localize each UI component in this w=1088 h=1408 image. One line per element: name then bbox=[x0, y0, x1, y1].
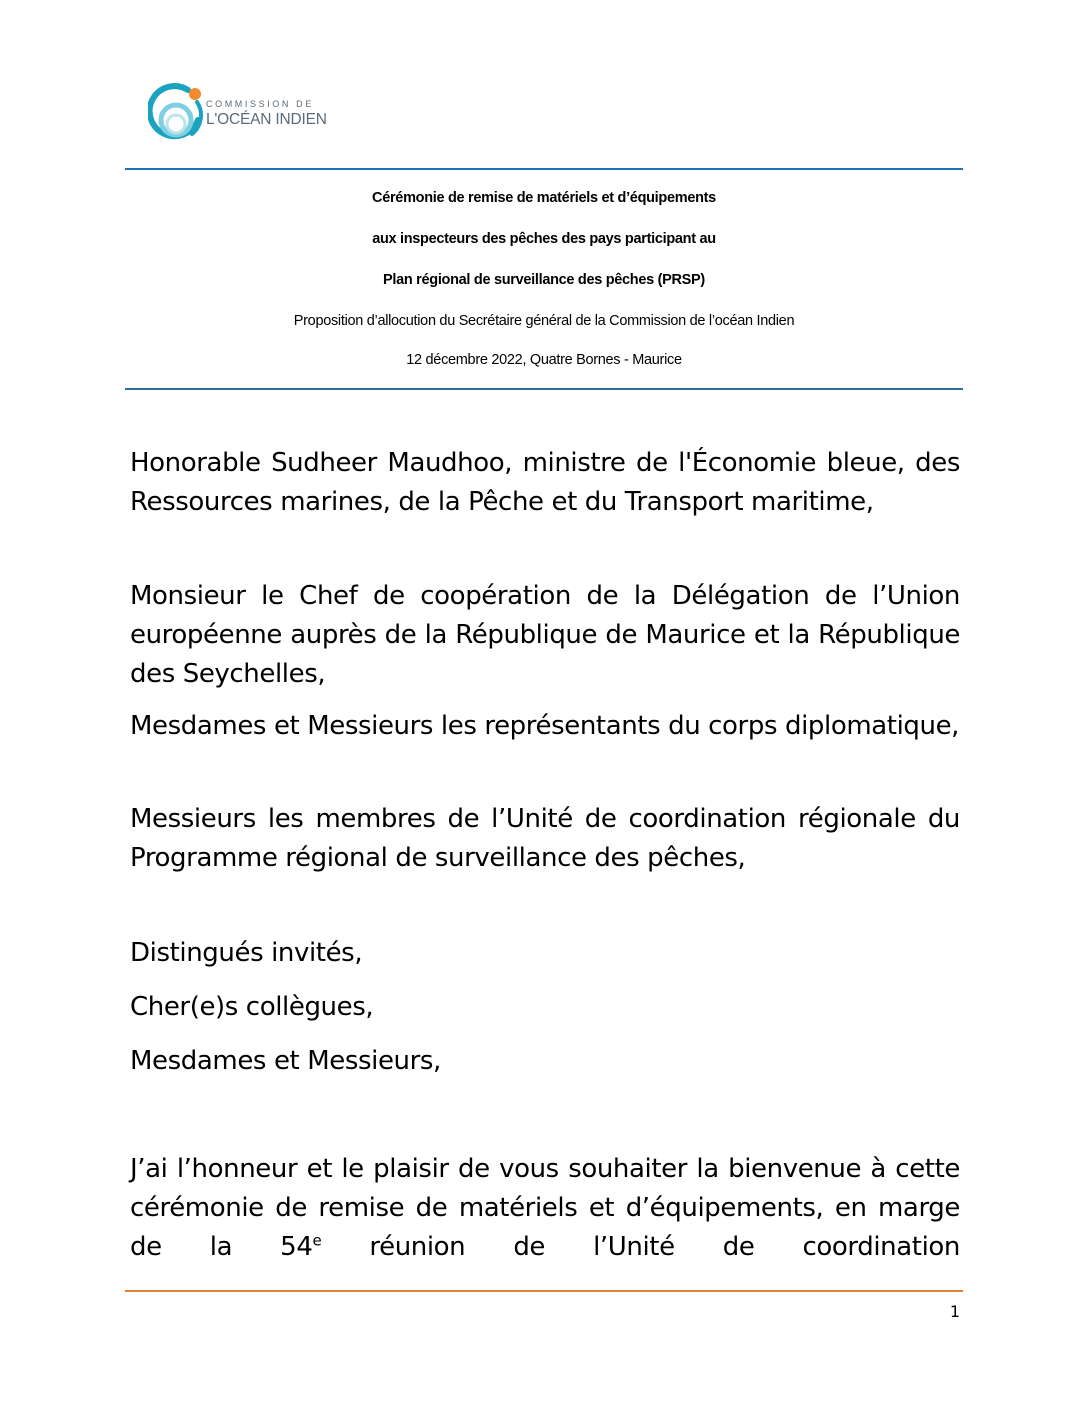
header-top-rule bbox=[125, 168, 963, 170]
title-line-3: Plan régional de surveillance des pêches (PRSP) bbox=[383, 272, 705, 288]
salutation-guests: Distingués invités, bbox=[130, 938, 363, 968]
salutation-eu-delegation: Monsieur le Chef de coopération de la Délégation de l’Union européenne auprès de la République de Maurice et la République des Seychelles, bbox=[130, 581, 960, 689]
salutation-ladies-gentlemen: Mesdames et Messieurs, bbox=[130, 1046, 441, 1076]
coi-logo bbox=[148, 82, 348, 148]
salutation-coordination-unit: Messieurs les membres de l’Unité de coordination régionale du Programme régional de surveillance des pêches, bbox=[130, 804, 960, 873]
subtitle: Proposition d’allocution du Secrétaire général de la Commission de l’océan Indien bbox=[293, 313, 795, 329]
title-line-1: Cérémonie de remise de matériels et d’équipements bbox=[372, 190, 716, 206]
logo-line1: COMMISSION DE bbox=[206, 99, 314, 109]
opening-paragraph bbox=[130, 1150, 960, 1267]
logo-line2: L'OCÉAN INDIEN bbox=[206, 111, 327, 128]
date-place: 12 décembre 2022, Quatre Bornes - Maurice bbox=[406, 352, 682, 368]
salutation-diplomatic-corps: Mesdames et Messieurs les représentants du corps diplomatique, bbox=[130, 711, 960, 741]
opening-part2: réunion de l’Unité de coordination bbox=[321, 1232, 960, 1262]
header-bottom-rule bbox=[125, 388, 963, 390]
coi-logo-icon bbox=[148, 82, 204, 148]
salutation-colleagues: Cher(e)s collègues, bbox=[130, 992, 374, 1022]
ordinal-superscript: e bbox=[312, 1231, 322, 1250]
opening-part1: J’ai l’honneur et le plaisir de vous souhaiter la bienvenue à cette cérémonie de remise de matériels et d’équipements, en marge de la 54 bbox=[130, 1154, 960, 1262]
logo-wordmark bbox=[206, 100, 327, 128]
page-number: 1 bbox=[949, 1302, 960, 1321]
salutation-minister: Honorable Sudheer Maudhoo, ministre de l'Économie bleue, des Ressources marines, de la Pêche et du Transport maritime, bbox=[130, 448, 960, 517]
title-line-2: aux inspecteurs des pêches des pays participant au bbox=[372, 231, 716, 247]
footer-rule bbox=[125, 1290, 963, 1292]
